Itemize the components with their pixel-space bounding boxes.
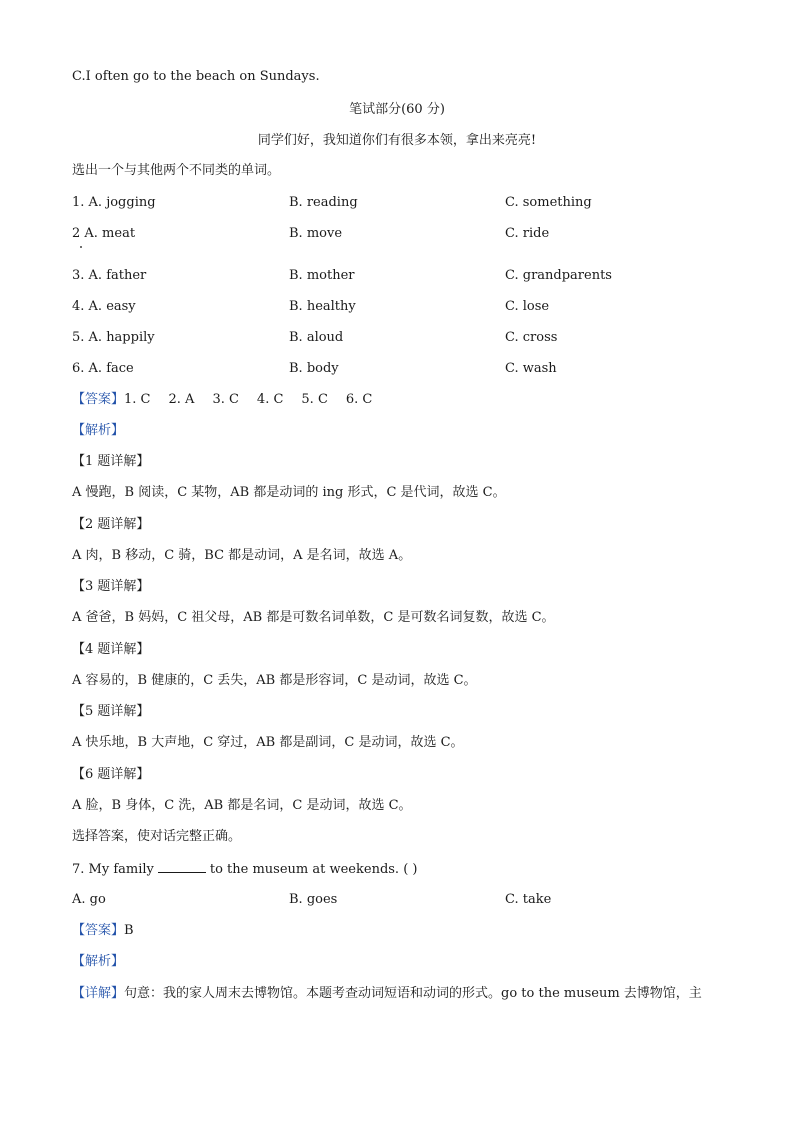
option-a: 4. A. easy bbox=[72, 299, 136, 314]
detail-text: A 肉，B 移动，C 骑，BC 都是动词，A 是名词，故选 A。 bbox=[72, 548, 412, 563]
option-b: B. aloud bbox=[289, 330, 344, 345]
detail-text: A 容易的，B 健康的，C 丢失，AB 都是形容词，C 是动词，故选 C。 bbox=[72, 673, 477, 688]
answer-item: 4. C bbox=[256, 392, 284, 407]
answer-item: 3. C bbox=[212, 392, 239, 407]
analysis-tag: 【解析】 bbox=[72, 423, 125, 438]
answer-tag: 【答案】 bbox=[72, 392, 125, 407]
answer-tag: 【答案】 bbox=[72, 923, 125, 938]
detail-text: A 快乐地，B 大声地，C 穿过，AB 都是副词，C 是动词，故选 C。 bbox=[72, 735, 464, 750]
option-b: B. mother bbox=[289, 268, 355, 283]
option-c: C. grandparents bbox=[505, 268, 612, 283]
option-b: B. move bbox=[289, 226, 343, 241]
section-subtitle: 同学们好，我知道你们有很多本领，拿出来亮亮! bbox=[257, 133, 537, 148]
detail-heading: 【3 题详解】 bbox=[72, 579, 150, 594]
detail-heading: 【5 题详解】 bbox=[72, 704, 150, 719]
detail-line bbox=[72, 985, 702, 1003]
option-b: B. reading bbox=[289, 195, 358, 210]
option-a: 6. A. face bbox=[72, 361, 134, 376]
option-c: C. cross bbox=[505, 330, 558, 345]
part1-instruction: 选出一个与其他两个不同类的单词。 bbox=[72, 163, 281, 178]
option-a: 5. A. happily bbox=[72, 330, 155, 345]
question-7 bbox=[72, 860, 417, 879]
part2-instruction: 选择答案，使对话完整正确。 bbox=[72, 829, 242, 844]
section-title: 笔试部分(60 分) bbox=[349, 102, 445, 117]
option-c: C. take bbox=[505, 892, 552, 907]
option-a: 2 A. meat bbox=[72, 226, 136, 241]
option-a: 1. A. jogging bbox=[72, 195, 156, 210]
analysis-tag: 【解析】 bbox=[72, 954, 125, 969]
option-c: C. wash bbox=[505, 361, 557, 376]
detail-tag: 【详解】 bbox=[72, 986, 125, 1001]
detail-text: 句意：我的家人周末去博物馆。本题考查动词短语和动词的形式。go to the museum 去博物馆，主 bbox=[124, 986, 702, 1001]
detail-heading: 【1 题详解】 bbox=[72, 454, 150, 469]
detail-heading: 【4 题详解】 bbox=[72, 642, 150, 657]
answer-item: 1. C bbox=[124, 392, 151, 407]
detail-text: A 脸，B 身体，C 洗，AB 都是名词，C 是动词，故选 C。 bbox=[72, 798, 412, 813]
option-c: C. lose bbox=[505, 299, 550, 314]
answer-item: 6. C bbox=[345, 392, 373, 407]
option-c: C. something bbox=[505, 195, 592, 210]
option-b: B. goes bbox=[289, 892, 338, 907]
option-b: B. healthy bbox=[289, 299, 356, 314]
option-c: C. ride bbox=[505, 226, 550, 241]
option-b: B. body bbox=[289, 361, 339, 376]
option-a: A. go bbox=[72, 892, 106, 907]
answer-line bbox=[72, 922, 134, 940]
answer-line bbox=[72, 391, 390, 409]
option-a: 3. A. father bbox=[72, 268, 147, 283]
detail-heading: 【6 题详解】 bbox=[72, 767, 150, 782]
detail-heading: 【2 题详解】 bbox=[72, 517, 150, 532]
stray-dot bbox=[80, 246, 82, 248]
detail-text: A 爸爸，B 妈妈，C 祖父母，AB 都是可数名词单数，C 是可数名词复数，故选 C。 bbox=[72, 610, 555, 625]
answer-value: B bbox=[124, 923, 134, 938]
answer-blank bbox=[158, 860, 206, 873]
answer-item: 5. C bbox=[301, 392, 328, 407]
answer-item: 2. A bbox=[168, 392, 195, 407]
detail-text: A 慢跑，B 阅读，C 某物，AB 都是动词的 ing 形式，C 是代词，故选 C。 bbox=[72, 485, 506, 500]
intro-line: C.I often go to the beach on Sundays. bbox=[72, 69, 320, 84]
q7-text-before: 7. My family bbox=[72, 862, 154, 877]
q7-text-after: to the museum at weekends. ( ) bbox=[209, 862, 418, 877]
